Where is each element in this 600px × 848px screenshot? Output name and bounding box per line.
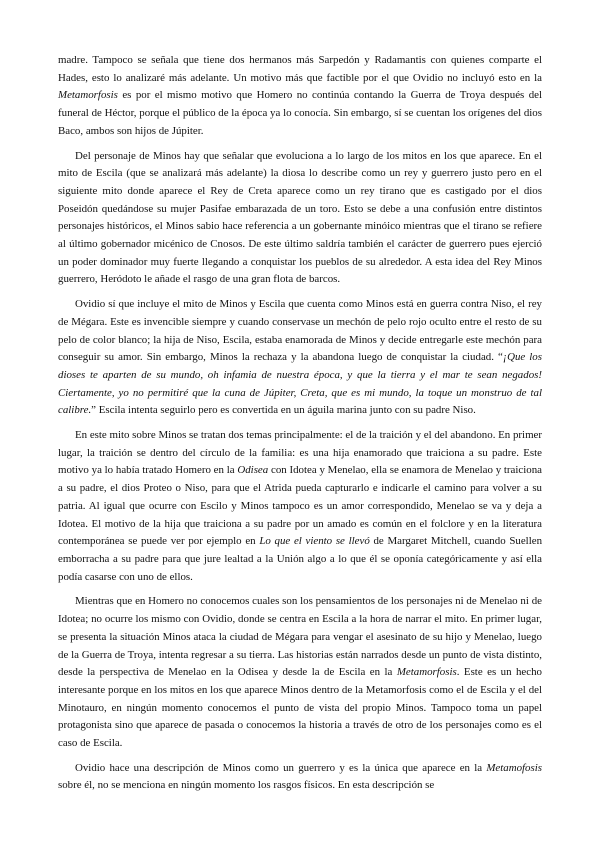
text-run: madre. Tampoco se señala que tiene dos hermanos más Sarpedón y Radamantis con quienes comparte el Hades, esto lo analizaré más adelante. Un motivo más que factible por el que Ovidio no incluyó esto en la (58, 54, 542, 84)
text-run: sobre él, no se menciona en ningún momento los rasgos físicos. En esta descripción se (58, 779, 435, 792)
italic-title: Odisea (237, 464, 269, 477)
paragraph (58, 760, 542, 795)
text-run: Ovidio hace una descripción de Minos como un guerrero y es la única que aparece en la (75, 761, 487, 774)
text-run: de Margaret Mitchell, cuando Suellen emborracha a su padre para que jure lealtad a la Unión algo a lo que él se oponía categóricamente y así ella podía casarse con uno de ellos. (58, 535, 543, 583)
paragraph (58, 148, 542, 290)
text-run: . Este es un hecho interesante porque en los mitos en los que aparece Minos dentro de la Metamorfosis como el de Escila y el del Minotauro, en ningún momento conocemos el punto de vista del propio Minos. Tampoco toma un papel protagonista sino que aparece de pasada o conocemos la historia a través de otro de los personajes como es el caso de Escila. (58, 666, 542, 750)
italic-title: Lo que el viento se llevó (259, 535, 370, 548)
text-run: con Idotea y Menelao, ella se enamora de Menelao y traiciona a su padre, el dios Proteo o Niso, para que el Atrida pueda capturarlo e indicarle el camino para volver a su patria. Al igual que ocurre con Escilo y Minos tampoco es un amor correspondido, Menelao se va y deja a Idotea. El motivo de la hija que traiciona a su padre por un amado es común en el folclore y en la literatura contemporánea se puede ver por ejemplo en (58, 464, 542, 548)
italic-title: Metamorfosis (396, 666, 457, 679)
paragraph (58, 593, 542, 752)
text-run: es por el mismo motivo que Homero no continúa contando la Guerra de Troya después del funeral de Héctor, porque el público de la época ya lo conocía. Sin embargo, sí se cuentan los orígenes del dios Baco, ambos son hijos de Júpiter. (58, 89, 542, 137)
text-run: ” Escila intenta seguirlo pero es convertida en un águila marina junto con su padre Niso. (91, 404, 476, 417)
italic-title: Metamofosis (486, 761, 542, 774)
body-text (58, 52, 542, 802)
text-run: Mientras que en Homero no conocemos cuales son los pensamientos de los personajes ni de Menelao ni de Idotea; no ocurre los mismo con Ovidio, donde se centra en Escila a la hora de narrar el mito. En primer lugar, se presenta la situación Minos ataca la ciudad de Mégara para vengar el asesinato de su hijo y Menelao, luego de la Guerra de Troya, intenta regresar a su tierra. Las historias están narrados desde un punto de vista distinto, desde la perspectiva de Menelao en la Odisea y desde la de Escila en la (58, 595, 542, 679)
italic-quote: ¡Que los dioses te aparten de su mundo, oh infamia de nuestra época, y que la tierra y el mar te sean negados! Ciertamente, yo no permitiré que la cuna de Júpiter, Creta, que es mi mundo, la toque un monstruo de tal calibre. (58, 351, 542, 417)
text-run: Del personaje de Minos hay que señalar que evoluciona a lo largo de los mitos en los que aparece. En el mito de Escila (que se analizará más adelante) la diosa lo describe como un rey y guerrero justo pero en el siguiente mito donde aparece el Rey de Creta aparece como un rey tirano que es castigado por el dios Poseidón quedándose su mujer Pasifae embarazada de un toro. Esto se debe a una confusión entre distintos personajes históricos, el Minos sabio hace referencia a un gobernante minóico mientras que el tirano se refiere al último gobernador micénico de Cnosos. De este último saldría también el carácter de guerrero pues ejerció un poder dominador muy fuerte llegando a conquistar los pueblos de su alrededor. A esta idea del Rey Minos guerrero, Heródoto le añade el rasgo de una gran flota de barcos. (58, 149, 542, 286)
italic-title: Metamorfosis (58, 89, 118, 102)
paragraph (58, 52, 542, 141)
paragraph (58, 296, 542, 420)
text-run: Ovidio sí que incluye el mito de Minos y Escila que cuenta como Minos está en guerra contra Niso, el rey de Mégara. Este es invencible siempre y cuando conservase un mechón de pelo rojo oculto entre el resto de su pelo de color blanco; la hija de Niso, Escila, estaba enamorada de Minos y decide entregarle este mechón para conseguir su amor. Sin embargo, Minos la rechaza y la abandona luego de conquistar la ciudad. “ (58, 298, 542, 364)
paragraph (58, 427, 542, 586)
text-run: En este mito sobre Minos se tratan dos temas principalmente: el de la traición y el del abandono. En primer lugar, la traición se dentro del círculo de la familia: es una hija enamorado que traiciona a su padre. Este motivo ya lo había tratado Homero en la (58, 429, 542, 477)
